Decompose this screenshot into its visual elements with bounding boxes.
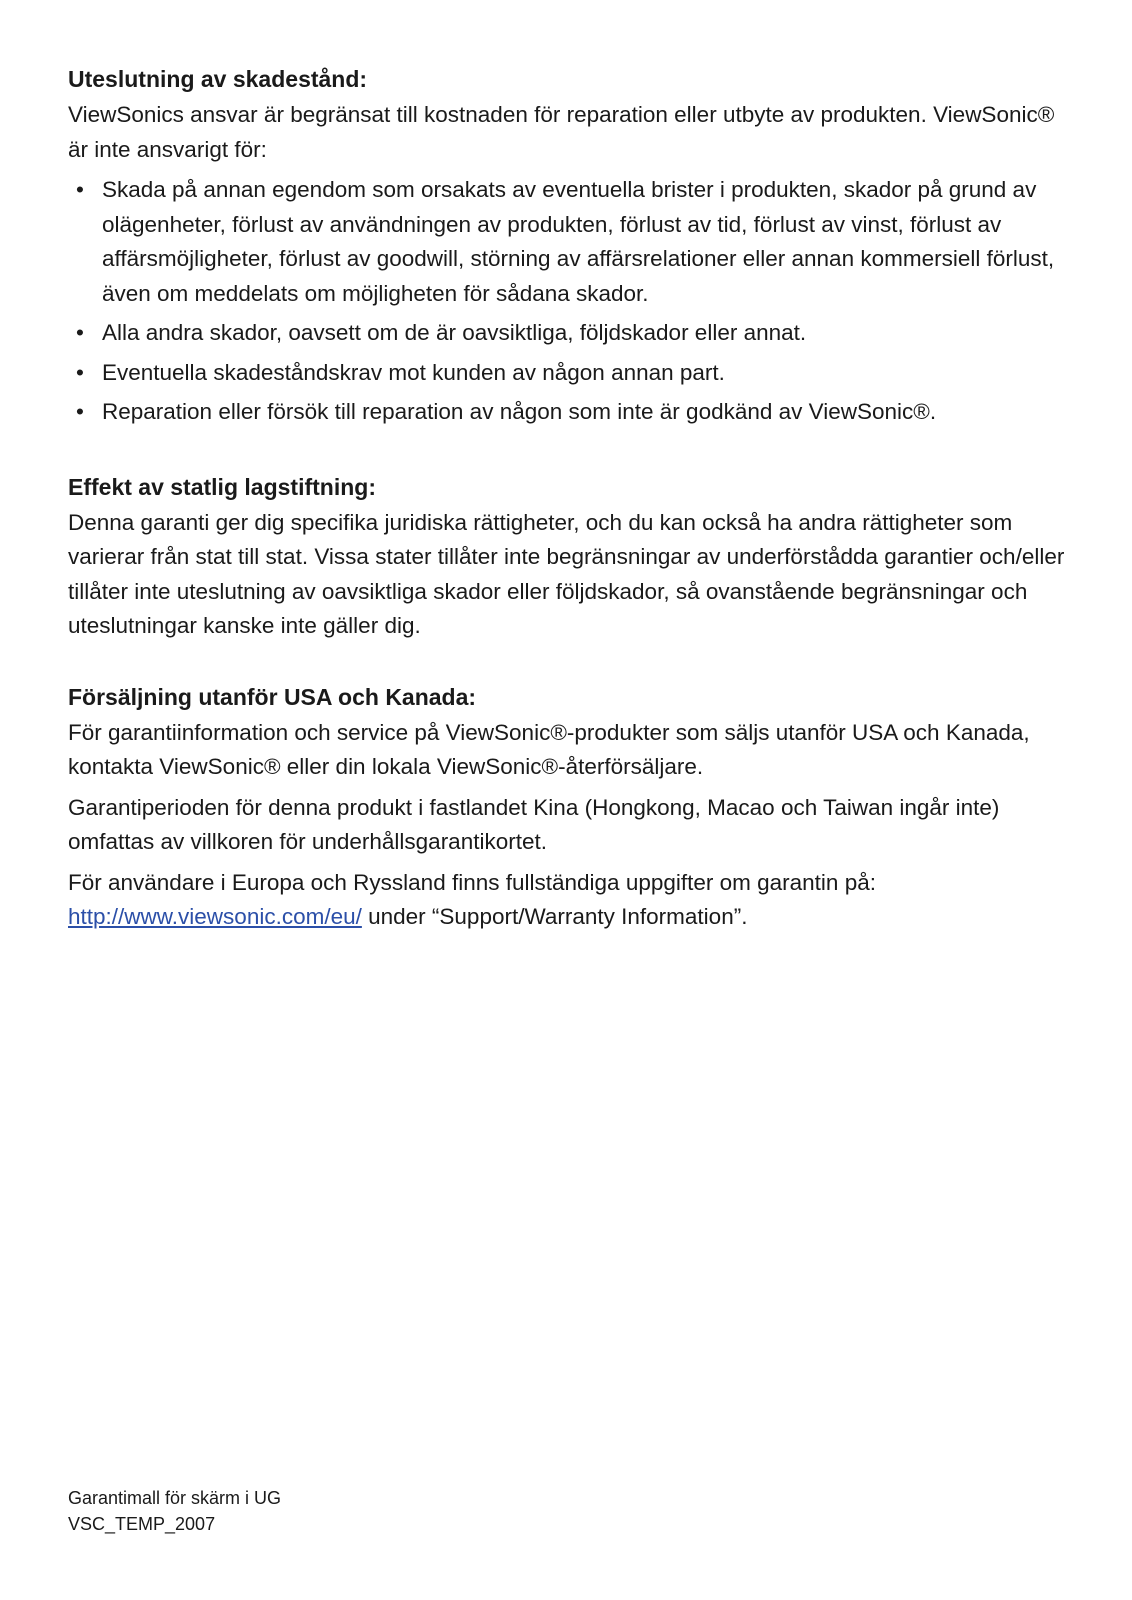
bullet-icon: • [76,320,84,345]
section-heading: Effekt av statlig lagstiftning: [68,473,376,500]
section-paragraph: För garantiinformation och service på ViewSonic®-produkter som säljs utanför USA och Kanada, kontakta ViewSonic® eller din lokala ViewSonic®-återförsäljare. [68,719,1030,779]
list-item [68,356,1068,391]
section-sales-outside-usa-canada [68,680,1068,935]
section-heading: Försäljning utanför USA och Kanada: [68,683,477,710]
section-intro: ViewSonics ansvar är begränsat till kostnaden för reparation eller utbyte av produkten. ViewSonic® är inte ansvarigt för: [68,102,1055,162]
footer-doc-code: VSC_TEMP_2007 [68,1514,216,1534]
list-item-text: Skada på annan egendom som orsakats av eventuella brister i produkten, skador på grund av olägenheter, förlust av användningen av produkten, förlust av tid, förlust av vinst, förlust av affärsmöjligheter, förlust av goodwill, störning av affärsrelationer eller annan kommersiell förlust, även om meddelats om möjligheten för sådana skador. [102,177,1055,306]
page-footer [68,1485,281,1537]
warranty-info-link[interactable]: http://www.viewsonic.com/eu/ [68,904,362,929]
section-paragraph [68,866,1068,935]
document-page [68,62,1068,971]
list-item-text: Reparation eller försök till reparation av någon som inte är godkänd av ViewSonic®. [102,399,937,424]
list-item [68,173,1068,311]
link-suffix-text: under “Support/Warranty Information”. [361,904,748,929]
paragraph-text: För användare i Europa och Ryssland finns fullständiga uppgifter om garantin på: [68,869,876,895]
section-damages-exclusion [68,62,1068,430]
section-state-law [68,470,1068,644]
section-paragraph: Denna garanti ger dig specifika juridiska rättigheter, och du kan också ha andra rättigheter som varierar från stat till stat. Vissa stater tillåter inte begränsningar av underförstådda garantier och/eller tillåter inte uteslutning av oavsiktliga skador eller följdskador, så ovanstående begränsningar och uteslutningar kanske inte gäller dig. [68,509,1065,638]
section-heading: Uteslutning av skadestånd: [68,66,368,92]
bullet-list [68,173,1068,430]
list-item-text: Alla andra skador, oavsett om de är oavsiktliga, följdskador eller annat. [102,320,807,345]
list-item [68,395,1068,430]
footer-doc-title: Garantimall för skärm i UG [68,1488,282,1508]
section-paragraph: Garantiperioden för denna produkt i fastlandet Kina (Hongkong, Macao och Taiwan ingår inte) omfattas av villkoren för underhållsgarantikortet. [68,794,1000,854]
bullet-icon: • [76,399,84,424]
list-item [68,316,1068,351]
bullet-icon: • [76,359,84,385]
bullet-icon: • [76,177,84,202]
list-item-text: Eventuella skadeståndskrav mot kunden av någon annan part. [102,359,725,385]
